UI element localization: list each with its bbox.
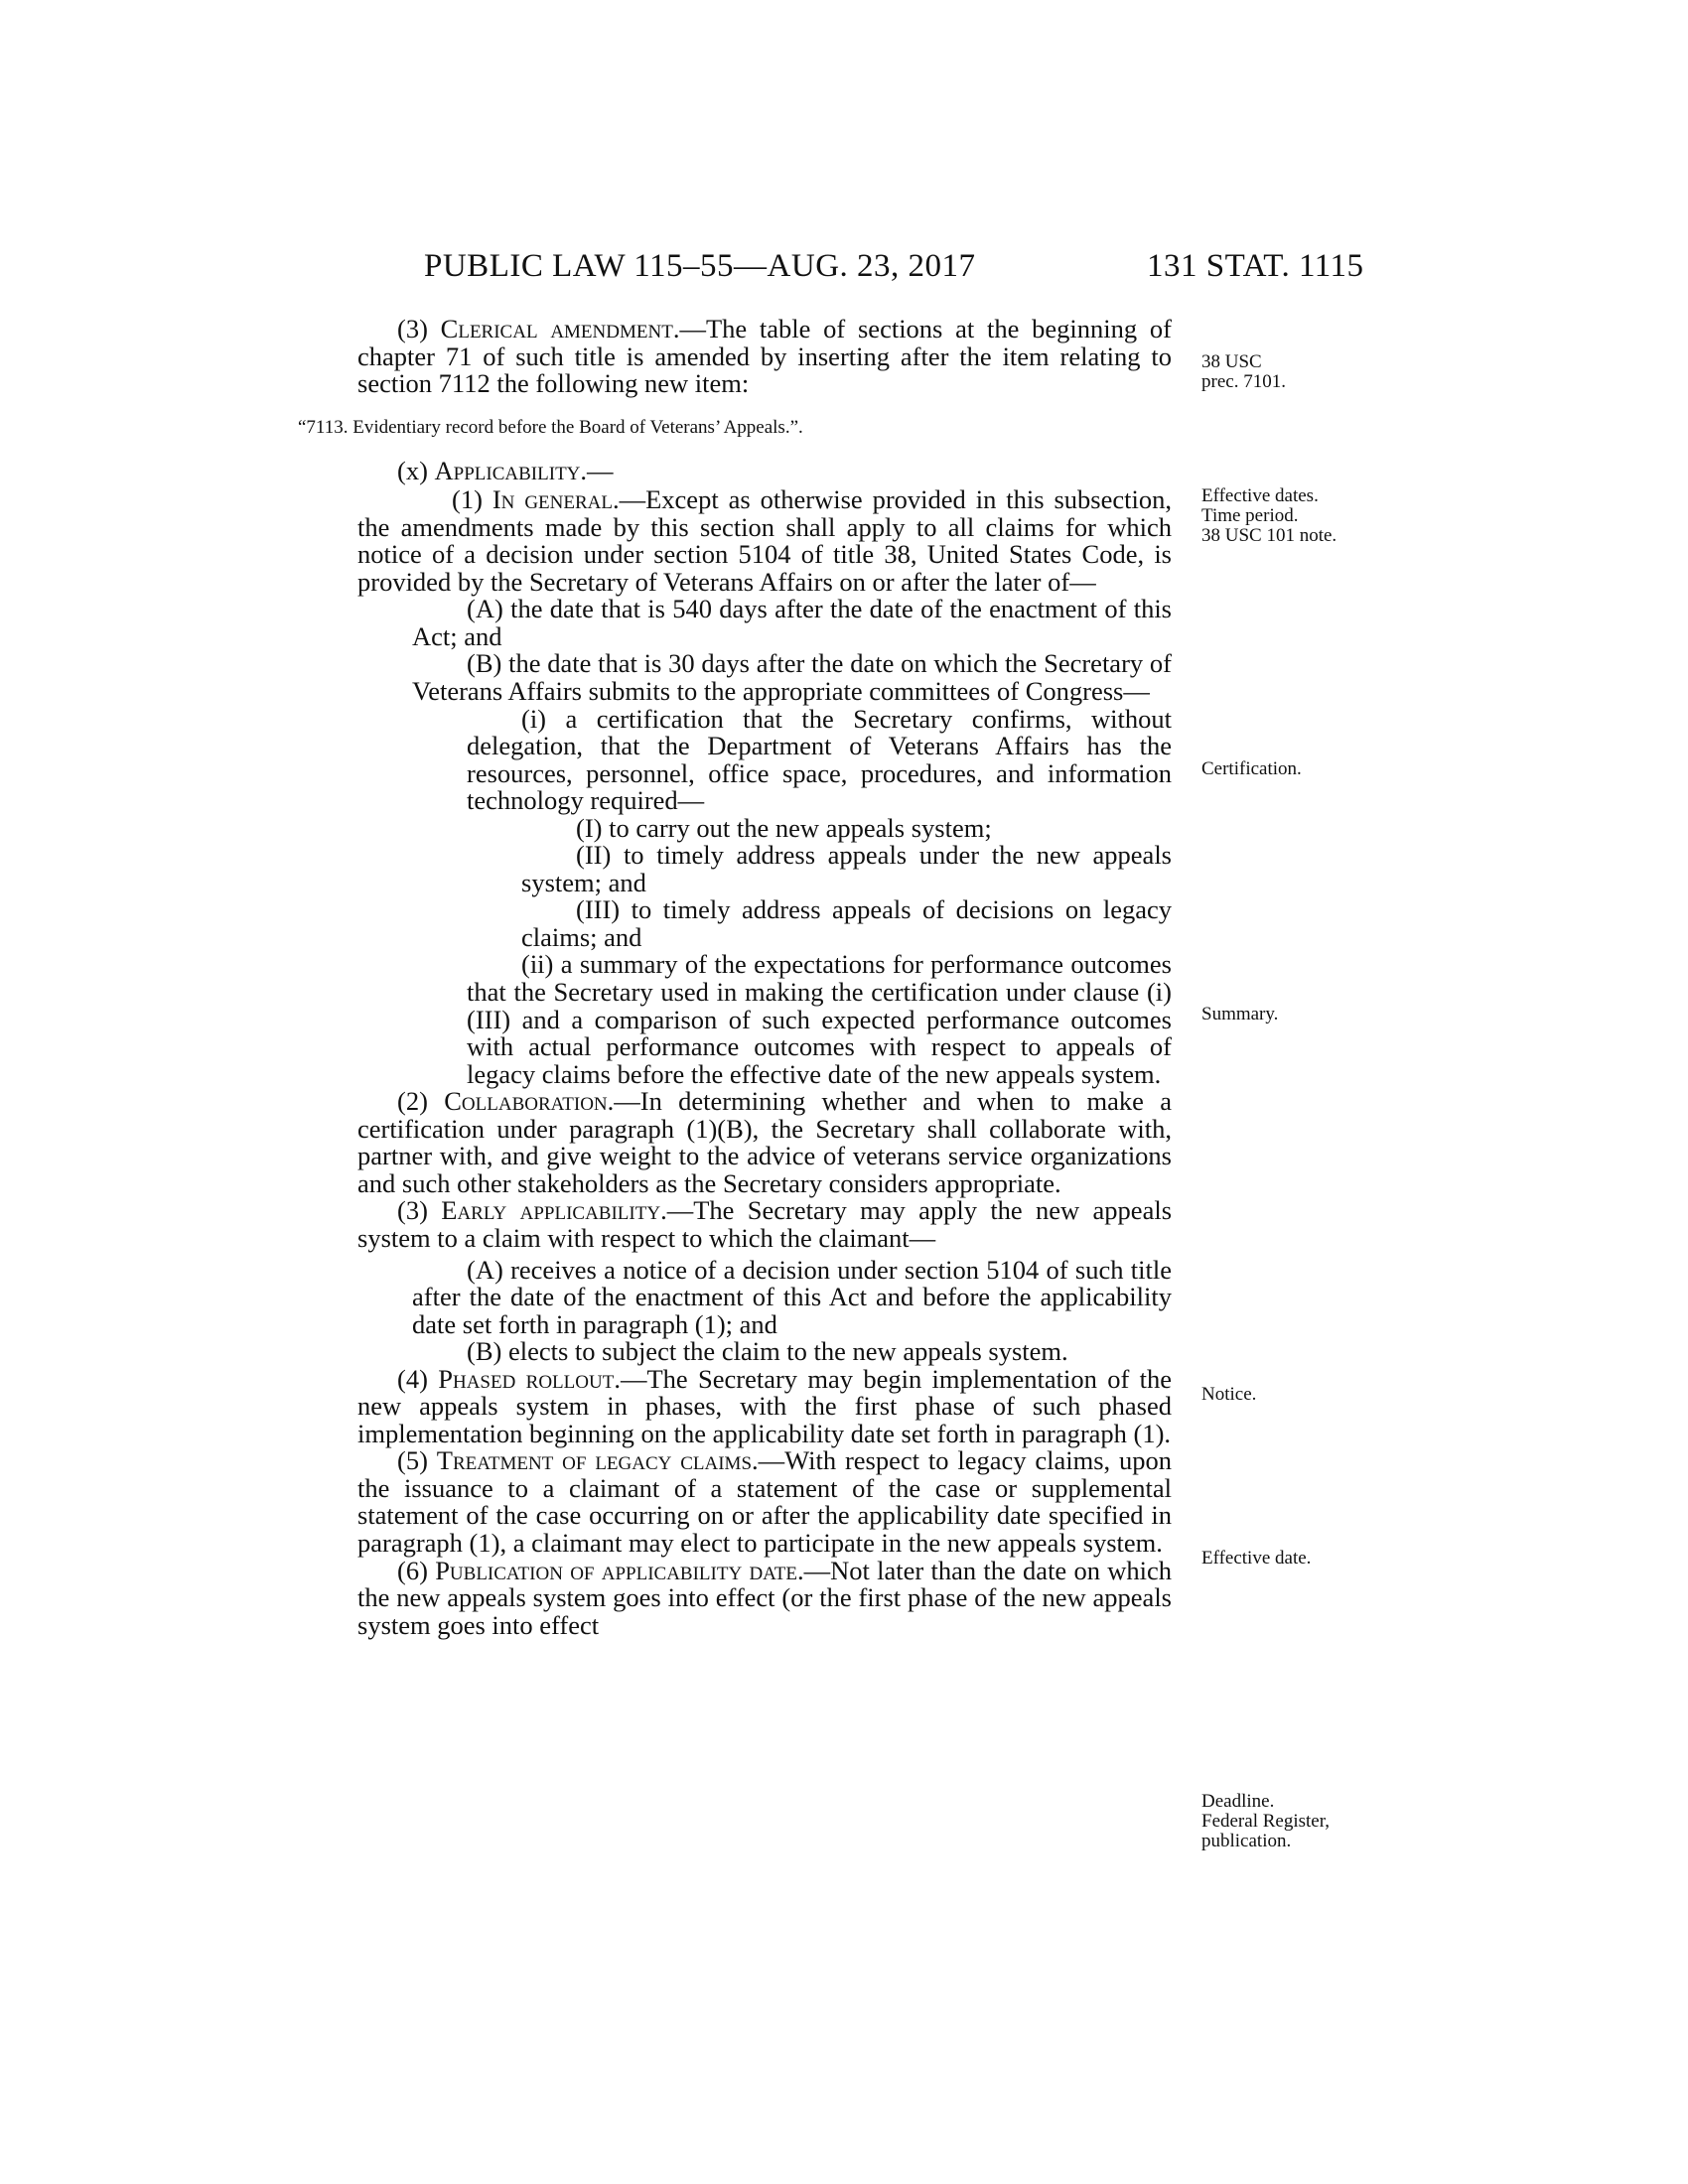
paragraph-3-clerical: (3) Clerical amendment.—The table of sections at the beginning of chapter 71 of such title is amended by inserting after the item relating to section 7112 the following new item: [357,314,1172,399]
subsection-x-heading: (x) Applicability.— [397,455,614,485]
subparagraph-1A: (A) the date that is 540 days after the date of the enactment of this Act; and [412,594,1172,651]
paragraph-3-early-applicability: (3) Early applicability.—The Secretary may apply the new appeals system to a claim with respect to which the claimant— [357,1195,1173,1253]
paragraph-1-general: (1) In general.—Except as otherwise provided in this subsection, the amendments made by this section shall apply to all claims for which notice of a decision under section 5104 of title 38, United States Code, is provided by the Secretary of Veterans Affairs on or after the later of— [357,484,1172,597]
clause-1Bi: (i) a certification that the Secretary confirms, without delegation, that the Department of Veterans Affairs has the resources, personnel, office space, procedures, and information technology required— [467,703,1172,816]
subclause-II: (II) to timely address appeals under the new appeals system; and [521,840,1172,897]
clause-1Bii: (ii) a summary of the expectations for performance outcomes that the Secretary used in making the certification under clause (i)(III) and a comparison of such expected performance outcomes with actual performance outcomes with respect to appeals of legacy claims before the effective date of the new appeals system. [467,949,1172,1089]
page-header-stat: 131 STAT. 1115 [1147,248,1364,284]
document-body [298,314,1173,1640]
paragraph-5-legacy-claims: (5) Treatment of legacy claims.—With respect to legacy claims, upon the issuance to a claimant of a statement of the case or supplemental statement of the case occurring on or after the applicability date specified in paragraph (1), a claimant may elect to participate in the new appeals system. [357,1445,1173,1558]
subparagraph-1B: (B) the date that is 30 days after the date on which the Secretary of Veterans Affairs submits to the appropriate committees of Congress— [412,648,1172,707]
margin-note-effective-dates: Effective dates. Time period. 38 USC 101 note. [1201,485,1337,546]
margin-note-notice: Notice. [1201,1384,1257,1405]
page-header-law: PUBLIC LAW 115–55—AUG. 23, 2017 [424,248,976,284]
subclause-III: (III) to timely address appeals of decisions on legacy claims; and [521,894,1172,952]
paragraph-2-collaboration: (2) Collaboration.—In determining whether and when to make a certification under paragraph (1)(B), the Secretary shall collaborate with, partner with, and give weight to the advice of veterans service organizations and such other stakeholders as the Secretary considers appropriate. [357,1086,1172,1198]
paragraph-6-publication: (6) Publication of applicability date.—Not later than the date on which the new appeals system goes into effect (or the first phase of the new appeals system goes into effect [357,1555,1172,1640]
margin-note-deadline: Deadline. Federal Register, publication. [1201,1791,1331,1851]
margin-note-summary: Summary. [1201,1004,1279,1024]
margin-note-effective-date: Effective date. [1201,1548,1312,1569]
margin-note-certification: Certification. [1201,758,1302,779]
margin-note-usc: 38 USC prec. 7101. [1201,351,1286,392]
paragraph-4-phased-rollout: (4) Phased rollout.—The Secretary may begin implementation of the new appeals system in phases, with the first phase of such phased implementation beginning on the applicability date set forth in paragraph (1). [357,1363,1172,1448]
subparagraph-3B: (B) elects to subject the claim to the new appeals system. [467,1336,1068,1367]
subparagraph-3A: (A) receives a notice of a decision under section 5104 of such title after the date of the enactment of this Act and before the applicability date set forth in paragraph (1); and [412,1254,1172,1339]
subclause-I: (I) to carry out the new appeals system; [576,812,992,843]
table-of-sections-item: “7113. Evidentiary record before the Board of Veterans’ Appeals.”. [298,416,803,438]
